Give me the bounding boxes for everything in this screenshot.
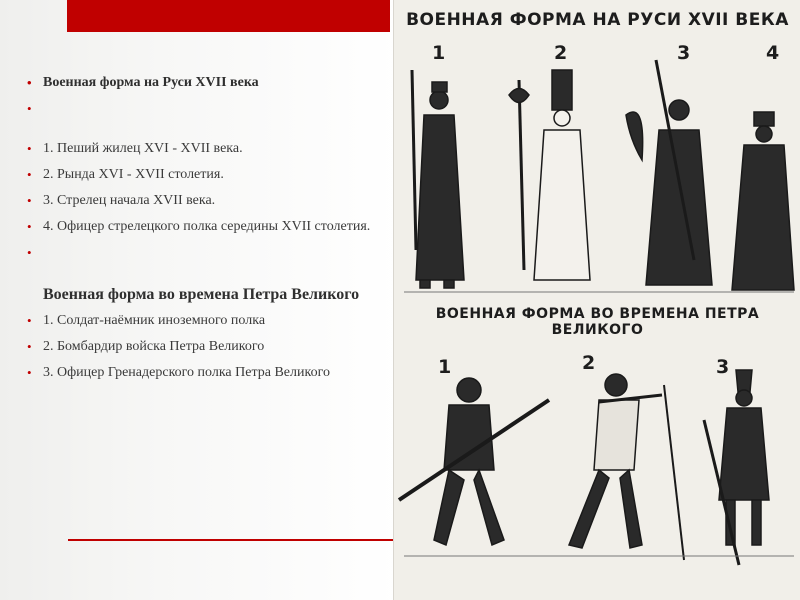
bullet-item — [26, 166, 388, 184]
bullet-text: 3. Стрелец начала XVII века. — [43, 193, 216, 208]
uniform-illustration — [393, 0, 800, 600]
bullet-list — [26, 74, 388, 382]
bullet-item — [26, 312, 388, 330]
bullet-dot: • — [27, 101, 32, 116]
figure-rynda — [509, 70, 590, 280]
bullet-text: 2. Рында XVI - XVII столетия. — [43, 167, 224, 182]
bullet-item — [26, 364, 388, 382]
figure-number-top-1: 1 — [432, 42, 446, 64]
slide-text-content — [26, 74, 388, 390]
footer-accent-line — [68, 539, 398, 541]
bullet-item — [26, 74, 388, 92]
bullet-dot: • — [27, 245, 32, 260]
figure-number-top-4: 4 — [766, 42, 780, 64]
bullet-text: Военная форма на Руси XVII века — [43, 75, 259, 90]
figure-number-top-2: 2 — [554, 42, 568, 64]
bullet-dot: • — [27, 339, 32, 354]
bullet-dot: • — [27, 167, 32, 182]
figure-number-bottom-1: 1 — [438, 356, 452, 378]
bullet-item — [26, 338, 388, 356]
illustration-title-top: ВОЕННАЯ ФОРМА НА РУСИ XVII ВЕКА — [406, 10, 789, 30]
bullet-dot: • — [27, 365, 32, 380]
bullet-dot: • — [27, 219, 32, 234]
bullet-item — [26, 244, 388, 262]
bullet-text: 2. Бомбардир войска Петра Великого — [43, 339, 265, 354]
bullet-item — [26, 284, 388, 305]
figure-number-bottom-3: 3 — [716, 356, 730, 378]
figure-streltsy-officer — [732, 112, 794, 290]
bullet-dot: • — [27, 75, 32, 90]
title-accent-bar — [67, 0, 390, 32]
bullet-item — [26, 192, 388, 210]
bullet-text: 4. Офицер стрелецкого полка середины XVII столетия. — [43, 219, 371, 234]
bullet-item — [26, 100, 388, 118]
figure-grenadier-officer — [704, 370, 769, 565]
figure-bombardier — [569, 374, 684, 560]
bullet-dot: • — [27, 313, 32, 328]
figure-number-bottom-2: 2 — [582, 352, 596, 374]
bullet-text: 3. Офицер Гренадерского полка Петра Великого — [43, 365, 330, 380]
bullet-dot: • — [27, 141, 32, 156]
figure-foot-zhilets — [412, 70, 464, 288]
illustration-title-bottom: ВОЕННАЯ ФОРМА ВО ВРЕМЕНА ПЕТРА ВЕЛИКОГО — [435, 306, 760, 338]
bullet-text: 1. Солдат-наёмник иноземного полка — [43, 313, 266, 328]
bullet-dot: • — [27, 193, 32, 208]
bullet-text: 1. Пеший жилец XVI - XVII века. — [43, 141, 243, 156]
bullet-item — [26, 218, 388, 236]
figure-streltsy — [626, 60, 712, 285]
bullet-text: Военная форма во времена Петра Великого — [43, 286, 360, 303]
figure-mercenary-soldier — [399, 378, 549, 545]
figure-number-top-3: 3 — [677, 42, 691, 64]
figures-drawing — [394, 0, 800, 600]
bullet-item — [26, 140, 388, 158]
